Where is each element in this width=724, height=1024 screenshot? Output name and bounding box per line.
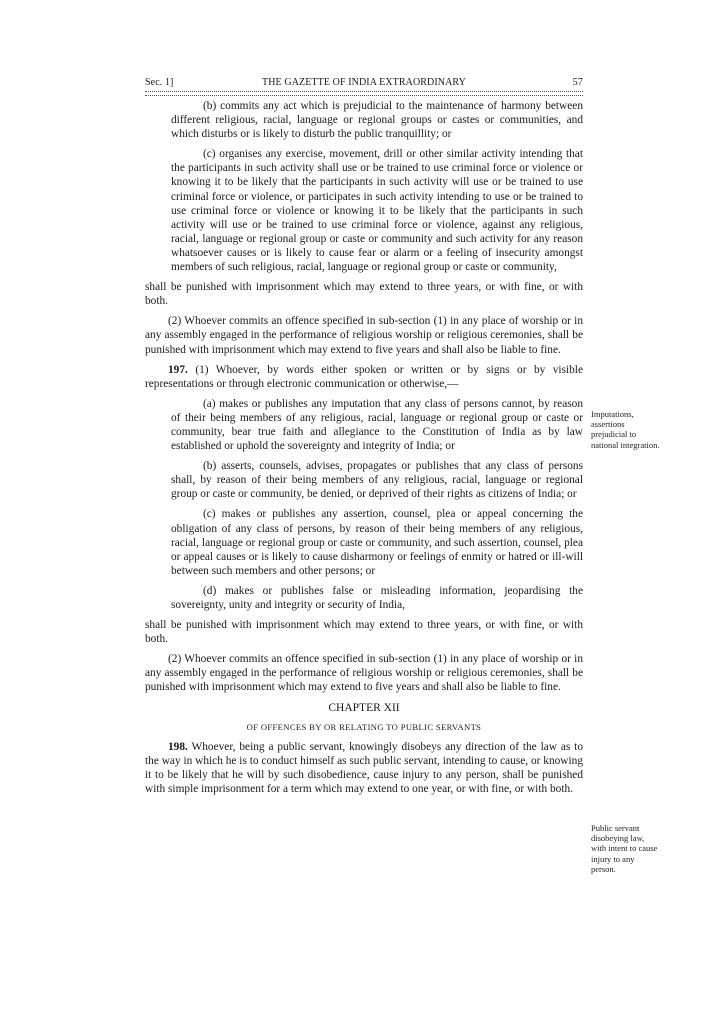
punishment-196-1: shall be punished with imprisonment which may extend to three years, or with fine, or with both. [145,281,583,308]
punishment-197-1: shall be punished with imprisonment which may extend to three years, or with fine, or with both. [145,619,583,646]
section-197-text: (1) Whoever, by words either spoken or written or by signs or by visible representations or through electronic communication or otherwise,— [145,363,583,390]
header-section: Sec. 1] [145,77,174,88]
section-198 [145,740,583,796]
chapter-heading: CHAPTER XII [328,701,400,714]
clause-c-197: (c) makes or publishes any assertion, counsel, plea or appeal concerning the obligation of any class of persons, by reason of their being members of any religious, racial, language or regional group or caste or community, and such assertion, counsel, plea or appeal causes or is likely to cause disharmony or feelings of enmity or hatred or ill-will between such members and other persons; or [171,508,583,577]
section-198-number: 198. [168,740,188,753]
section-198-text: Whoever, being a public servant, knowingly disobeys any direction of the law as to the way in which he is to conduct himself as such public servant, intending to cause, or knowing it to be likely that he will by such disobedience, cause injury to any person, shall be punished with simple imprisonment for a term which may extend to one year, or with fine, or with both. [145,740,584,796]
clause-b-196: (b) commits any act which is prejudicial to the maintenance of harmony between different religious, racial, language or regional groups or castes or communities, and which disturbs or is likely to disturb the public tranquillity; or [171,100,583,141]
clause-a-197: (a) makes or publishes any imputation that any class of persons cannot, by reason of their being members of any religious, racial, language or regional group or caste or community, bear true faith and allegiance to the Constitution of India as by law established or uphold the sovereignty and integrity of India; or [171,397,583,453]
chapter-title: OF OFFENCES BY OR RELATING TO PUBLIC SERVANTS [246,721,482,732]
header-title: THE GAZETTE OF INDIA EXTRAORDINARY [262,77,466,88]
header-page-number: 57 [572,77,583,88]
subsection-196-2: (2) Whoever commits an offence specified in sub-section (1) in any place of worship or in any assembly engaged in the performance of religious worship or religious ceremonies, shall be punished with imprisonment which may extend to five years and shall also be liable to fine. [145,315,583,356]
section-197-intro [145,363,583,391]
margin-note-198: Public servant disobeying law, with intent to cause injury to any person. [591,823,658,874]
margin-note-197: Imputations, assertions prejudicial to national integration. [591,409,660,450]
clause-d-197: (d) makes or publishes false or misleading information, jeopardising the sovereignty, unity and integrity or security of India, [171,584,583,611]
header-rule [145,91,583,96]
page-header [145,77,583,91]
body-text [145,99,583,796]
section-197-number: 197. [168,363,188,376]
clause-c-196: (c) organises any exercise, movement, drill or other similar activity intending that the participants in such activity shall use or be trained to use criminal force or violence or knowing it to be likely that the participants in such activity will use or be trained to use criminal force or violence, or participates in such activity intending to use or be trained to use criminal force or violence or knowing it to be likely that the participants in such activity will use or be trained to use criminal force or violence, against any religious, racial, language or regional group or caste or community and such activity for any reason whatsoever causes or is likely to cause fear or alarm or a feeling of insecurity amongst members of such religious, racial, language or regional group or caste or community, [171,148,583,274]
clause-b-197: (b) asserts, counsels, advises, propagates or publishes that any class of persons shall, by reason of their being members of any religious, racial, language or regional group or caste or community, be denied, or deprived of their rights as citizens of India; or [171,460,583,501]
subsection-197-2: (2) Whoever commits an offence specified in sub-section (1) in any place of worship or in any assembly engaged in the performance of religious worship or religious ceremonies, shall be punished with imprisonment which may extend to five years and shall also be liable to fine. [145,653,583,694]
